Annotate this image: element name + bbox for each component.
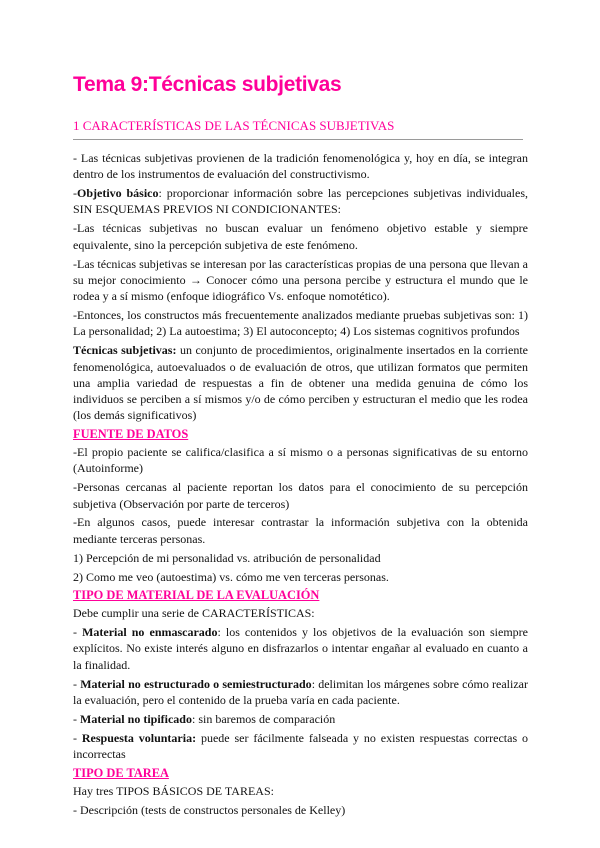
text-run: puede ser fácilmente falseada y no existen respuestas correctas o incorrectas <box>73 730 528 761</box>
bold-term: Material no estructurado o semiestructurado <box>80 676 312 691</box>
text-run: : los contenidos y los objetivos de la evaluación son siempre explícitos. No existe interés alguno en disfrazarlos o intentar engañar al evaluado en cuanto a la finalidad. <box>73 625 528 672</box>
list-item <box>73 676 528 709</box>
bold-term: Material no tipificado <box>80 711 192 726</box>
document-body <box>73 150 528 820</box>
list-item <box>73 624 528 673</box>
paragraph: -Personas cercanas al paciente reportan los datos para el conocimiento de su percepción subjetiva (Observación por parte de terceros) <box>73 480 528 511</box>
paragraph <box>73 342 528 423</box>
bold-term: Respuesta voluntaria: <box>81 730 197 745</box>
text-run: : proporcionar información sobre las percepciones subjetivas individuales, SIN ESQUEMAS PREVIOS NI CONDICIONANTES: <box>73 186 528 217</box>
list-item: - Descripción (tests de constructos personales de Kelley) <box>73 802 346 817</box>
text-run: un conjunto de procedimientos, originalmente insertados en la corriente fenomenológica, autoevaluados o de evaluación de otros, que utilizan formatos que permiten una amplia variedad de respuestas a fin de obtener una medida genuina de cómo los individuos se perciben a sí mismos y/o de cómo perciben y estructuran el medio que les rodea (los demás significativos) <box>73 343 528 423</box>
section-title: 1 CARACTERÍSTICAS DE LAS TÉCNICAS SUBJETIVAS <box>73 118 395 133</box>
list-item: 2) Como me veo (autoestima) vs. cómo me ven terceras personas. <box>73 569 389 584</box>
paragraph: -Las técnicas subjetivas no buscan evaluar un fenómeno objetivo estable y siempre equivalente, sino la percepción subjetiva de este fenómeno. <box>73 221 528 252</box>
text-run: - <box>73 676 81 691</box>
text-run: - <box>73 730 82 745</box>
paragraph: -Entonces, los constructos más frecuentemente analizados mediante pruebas subjetivas son: 1) La personalidad; 2) La autoestima; 3) El autoconcepto; 4) Los sistemas cognitivos profundos <box>73 308 528 339</box>
paragraph: -En algunos casos, puede interesar contrastar la información subjetiva con la obtenida mediante terceras personas. <box>73 515 528 546</box>
paragraph: -Las técnicas subjetivas se interesan por las características propias de una persona que llevan a su mejor conocimiento → Conocer cómo una persona percibe y estructura el mundo que le rodea y a sí mismo (enfoque idiográfico Vs. enfoque nomotético). <box>73 256 528 304</box>
text-run: - <box>73 625 83 640</box>
text-run: : delimitan los márgenes sobre cómo realizar la evaluación, pero el contenido de la prueba varía en cada paciente. <box>73 676 528 707</box>
bold-term: Objetivo básico <box>77 186 159 201</box>
text-run: - <box>73 711 80 726</box>
list-item <box>73 711 528 727</box>
subheading-fuente: FUENTE DE DATOS <box>73 427 189 442</box>
section-divider <box>73 139 523 140</box>
paragraph <box>73 185 528 218</box>
subheading-tarea: TIPO DE TAREA <box>73 765 169 780</box>
bold-term: Material no enmascarado <box>82 625 218 640</box>
bold-term: Técnicas subjetivas: <box>73 343 177 358</box>
paragraph: Debe cumplir una serie de CARACTERÍSTICAS: <box>73 606 315 621</box>
page-title: Tema 9:Técnicas subjetivas <box>73 73 342 96</box>
subheading-material: TIPO DE MATERIAL DE LA EVALUACIÓN <box>73 588 320 603</box>
paragraph: Hay tres TIPOS BÁSICOS DE TAREAS: <box>73 783 274 798</box>
text-run: - <box>73 186 77 201</box>
list-item <box>73 730 528 763</box>
text-run: : sin baremos de comparación <box>191 711 336 726</box>
list-item: 1) Percepción de mi personalidad vs. atribución de personalidad <box>73 550 381 565</box>
paragraph: - Las técnicas subjetivas provienen de la tradición fenomenológica y, hoy en día, se integran dentro de los instrumentos de evaluación del constructivismo. <box>73 151 528 182</box>
paragraph: -El propio paciente se califica/clasifica a sí mismo o a personas significativas de su entorno (Autoinforme) <box>73 445 528 476</box>
